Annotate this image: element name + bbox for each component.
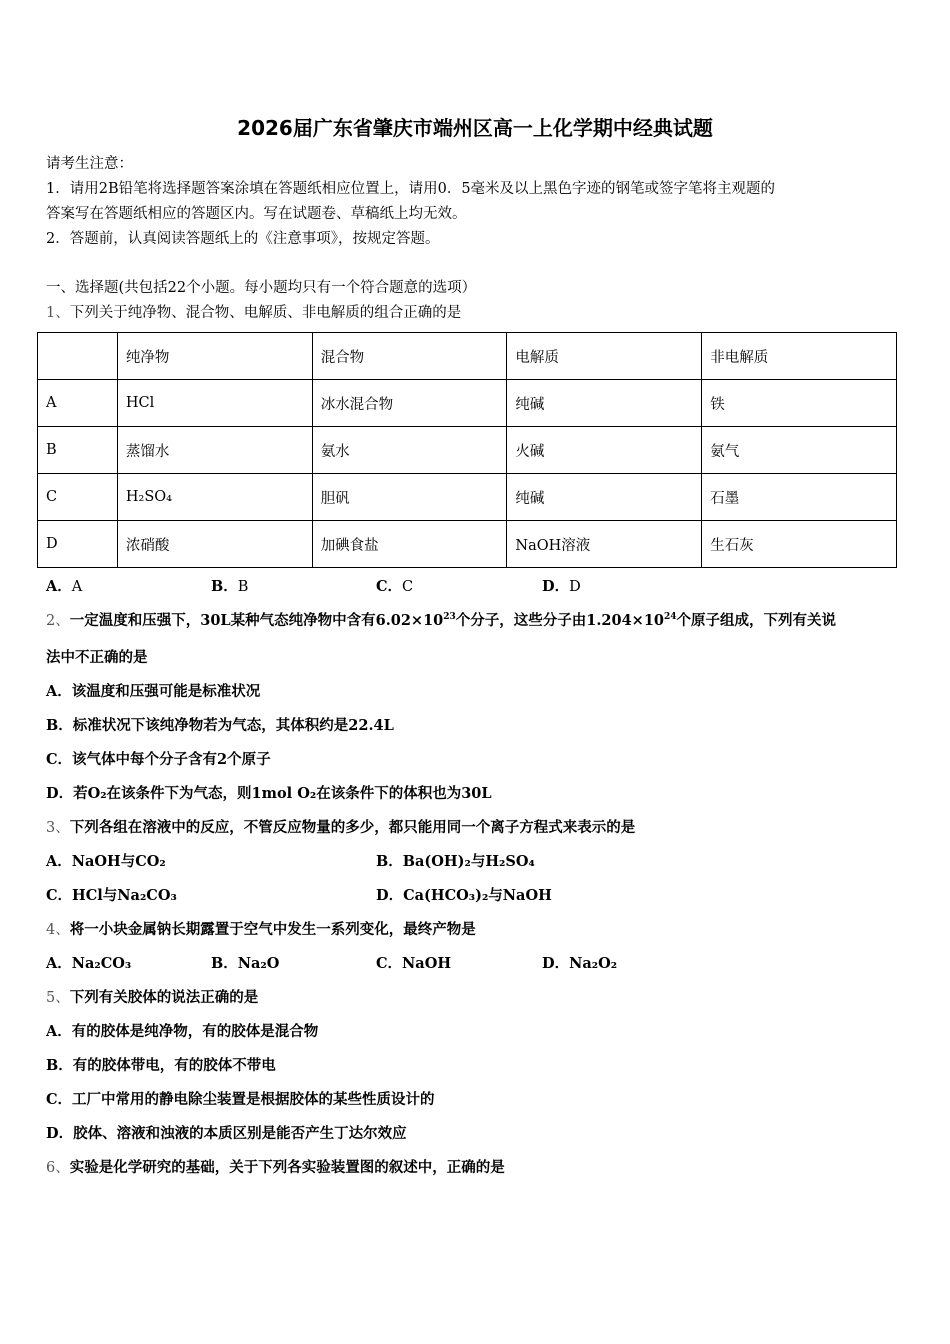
table-cell: H₂SO₄	[117, 474, 312, 521]
question-1-option-d[interactable]: D．D	[542, 578, 581, 595]
table-cell: 氨水	[312, 427, 507, 474]
question-1-option-a[interactable]: A．A	[46, 578, 83, 595]
question-6-stem: 6、实验是化学研究的基础，关于下列各实验装置图的叙述中，正确的是	[46, 1159, 505, 1176]
notice-item-1-cont: 答案写在答题纸相应的答题区内。写在试题卷、草稿纸上均无效。	[46, 206, 467, 222]
question-number: 2、	[46, 613, 70, 629]
question-2-stem: 2、一定温度和压强下，30L某种气态纯净物中含有$6.02\times 10^{23}$个分子，这些分子由$1.204\times 10^{24}$个原子组成，下列有关说	[46, 612, 837, 629]
table-cell: 火碱	[507, 427, 702, 474]
table-cell: 纯碱	[507, 380, 702, 427]
table-cell: C	[38, 474, 118, 521]
question-4-option-c[interactable]: C．NaOH	[376, 955, 452, 972]
notice-heading: 请考生注意：	[46, 156, 133, 172]
question-3-option-c[interactable]: C．HCl与Na₂CO₃	[46, 887, 177, 904]
table-cell: A	[38, 380, 118, 427]
notice-item-2: 2．答题前，认真阅读答题纸上的《注意事项》，按规定答题。	[46, 231, 440, 247]
section-heading: 一、选择题(共包括22个小题。每小题均只有一个符合题意的选项）	[46, 280, 477, 296]
question-number: 5、	[46, 990, 70, 1006]
question-3-option-d[interactable]: D．Ca(HCO₃)₂与NaOH	[376, 887, 552, 904]
question-5-option-d[interactable]: D．胶体、溶液和浊液的本质区别是能否产生丁达尔效应	[46, 1125, 407, 1142]
table-cell: 加碘食盐	[312, 521, 507, 568]
page-title: 2026届广东省肇庆市端州区高一上化学期中经典试题	[237, 116, 713, 140]
question-3-stem: 3、下列各组在溶液中的反应，不管反应物量的多少，都只能用同一个离子方程式来表示的是	[46, 819, 636, 836]
table-header-cell: 纯净物	[117, 333, 312, 380]
question-5-stem: 5、下列有关胶体的说法正确的是	[46, 989, 259, 1006]
table-row	[38, 521, 897, 568]
notice-item-1: 1．请用2B铅笔将选择题答案涂填在答题纸相应位置上，请用0．5毫米及以上黑色字迹的钢笔或签字笔将主观题的	[46, 181, 776, 197]
question-1-stem	[46, 301, 461, 322]
question-5-option-a[interactable]: A．有的胶体是纯净物，有的胶体是混合物	[46, 1023, 319, 1040]
table-header-cell: 电解质	[507, 333, 702, 380]
question-2-option-b[interactable]: B．标准状况下该纯净物若为气态，其体积约是22.4L	[46, 717, 394, 734]
question-4-option-a[interactable]: A．Na₂CO₃	[46, 955, 132, 972]
table-cell: 冰水混合物	[312, 380, 507, 427]
question-number: 1、	[46, 305, 70, 321]
question-4-option-b[interactable]: B．Na₂O	[211, 955, 280, 972]
table-row	[38, 474, 897, 521]
question-1-option-c[interactable]: C．C	[376, 578, 414, 595]
table-cell: HCl	[117, 380, 312, 427]
question-3-option-a[interactable]: A．NaOH与CO₂	[46, 853, 166, 870]
table-header-cell: 混合物	[312, 333, 507, 380]
question-4-option-d[interactable]: D．Na₂O₂	[542, 955, 618, 972]
question-1-option-b[interactable]: B．B	[211, 578, 249, 595]
table-cell: D	[38, 521, 118, 568]
table-header-cell	[38, 333, 118, 380]
table-cell: NaOH溶液	[507, 521, 702, 568]
table-cell: 纯碱	[507, 474, 702, 521]
question-number: 3、	[46, 820, 70, 836]
table-header-cell: 非电解质	[702, 333, 897, 380]
question-5-option-b[interactable]: B．有的胶体带电，有的胶体不带电	[46, 1057, 276, 1074]
question-text: 下列关于纯净物、混合物、电解质、非电解质的组合正确的是	[69, 305, 462, 321]
question-2-option-d[interactable]: D．若O₂在该条件下为气态，则1mol O₂在该条件下的体积也为30L	[46, 785, 492, 802]
table-cell: 生石灰	[702, 521, 897, 568]
table-cell: 石墨	[702, 474, 897, 521]
table-cell: 氨气	[702, 427, 897, 474]
question-3-option-b[interactable]: B．Ba(OH)₂与H₂SO₄	[376, 853, 535, 870]
table-cell: 蒸馏水	[117, 427, 312, 474]
table-cell: B	[38, 427, 118, 474]
question-1-table	[37, 332, 897, 568]
table-cell: 浓硝酸	[117, 521, 312, 568]
question-5-option-c[interactable]: C．工厂中常用的静电除尘装置是根据胶体的某些性质设计的	[46, 1091, 435, 1108]
table-cell: 胆矾	[312, 474, 507, 521]
question-2-option-c[interactable]: C．该气体中每个分子含有2个原子	[46, 751, 271, 768]
question-2-option-a[interactable]: A．该温度和压强可能是标准状况	[46, 683, 261, 700]
table-row	[38, 427, 897, 474]
table-header-row	[38, 333, 897, 380]
question-number: 4、	[46, 922, 70, 938]
question-2-stem-cont: 法中不正确的是	[46, 649, 148, 666]
table-cell: 铁	[702, 380, 897, 427]
table-row	[38, 380, 897, 427]
question-4-stem: 4、将一小块金属钠长期露置于空气中发生一系列变化，最终产物是	[46, 921, 476, 938]
question-number: 6、	[46, 1160, 70, 1176]
